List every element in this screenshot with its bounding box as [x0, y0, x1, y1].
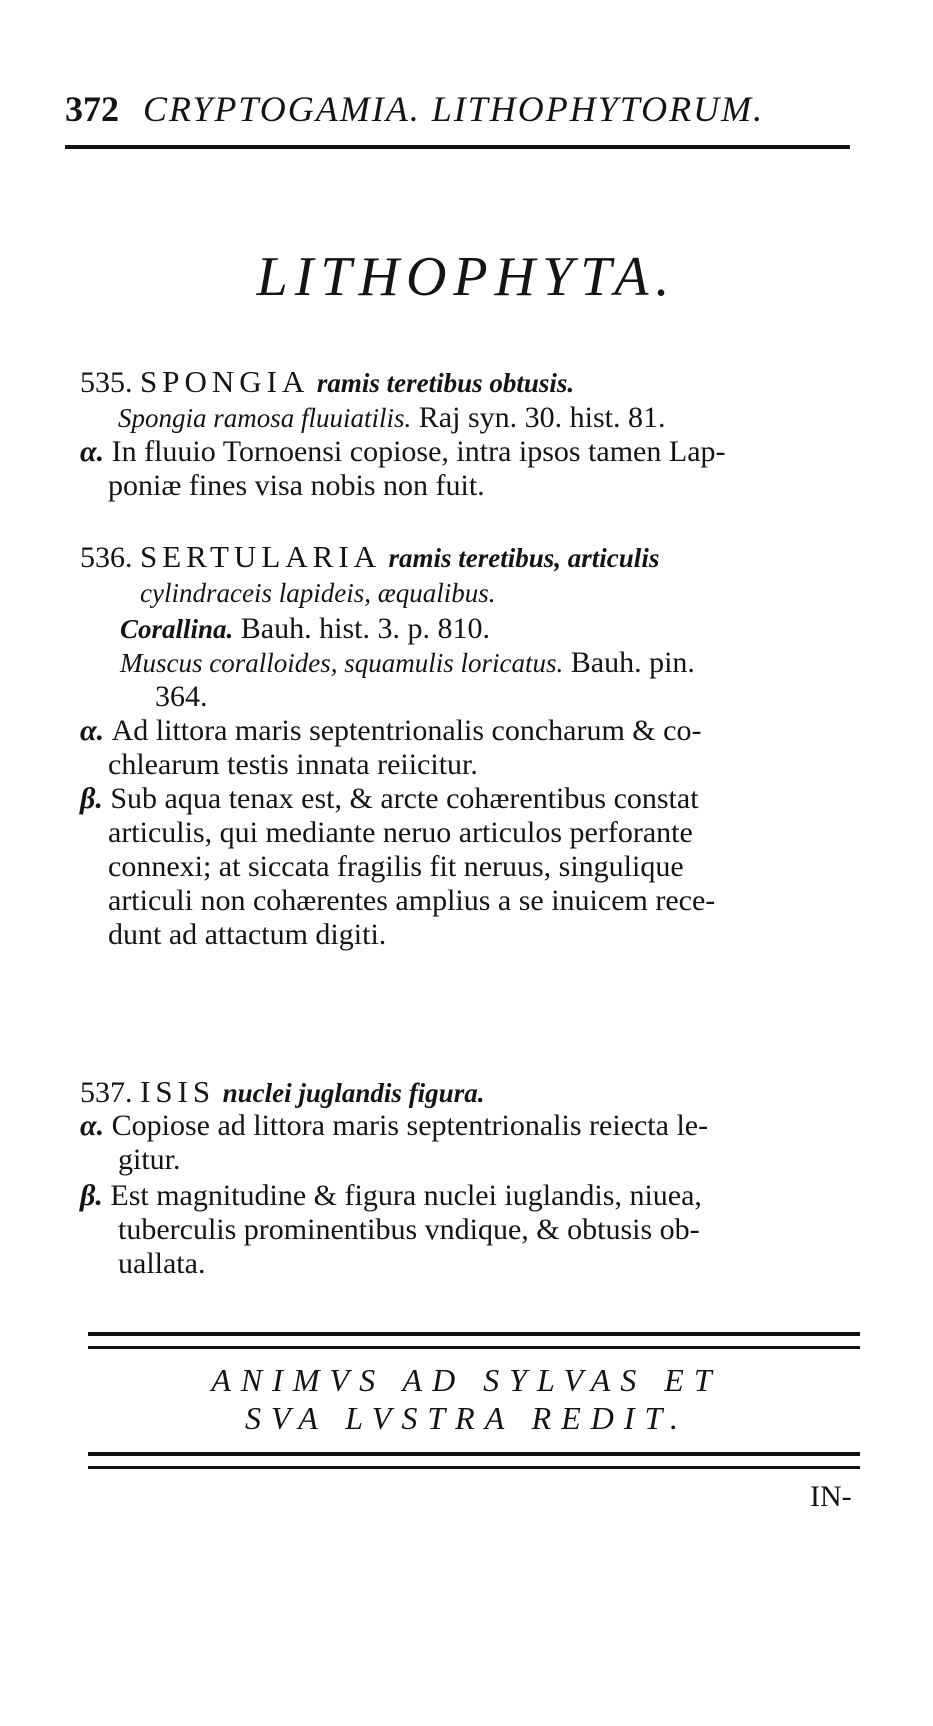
ornament-rule: [88, 1332, 860, 1336]
observation-line: β. Est magnitudine & figura nuclei iuglandis, niuea,: [80, 1179, 702, 1212]
observation-line: uallata.: [118, 1247, 206, 1280]
ornament-rule: [88, 1346, 860, 1349]
observation-line: chlearum testis innata reiicitur.: [108, 748, 478, 781]
running-header: [65, 80, 865, 140]
catchword: IN-: [810, 1480, 852, 1513]
synonym-line: Muscus coralloides, squamulis loricatus. Bauh. pin.: [120, 646, 695, 679]
header-rule: [65, 145, 850, 149]
running-title: CRYPTOGAMIA. LITHOPHYTORUM.: [143, 89, 765, 129]
diagnosis-continued: cylindraceis lapideis, æqualibus.: [140, 578, 496, 608]
observation-line: articuli non cohærentes amplius a se inuicem rece-: [108, 884, 716, 917]
ornament-rule: [88, 1452, 860, 1456]
observation-line: poniæ fines visa nobis non fuit.: [108, 469, 485, 502]
observation-line: α. In fluuio Tornoensi copiose, intra ipsos tamen Lap-: [80, 435, 726, 468]
genus-name: ISIS: [140, 1074, 216, 1109]
observation-line: tuberculis prominentibus vndique, & obtusis ob-: [118, 1213, 700, 1246]
motto-line-2: SVA LVSTRA REDIT.: [245, 1400, 688, 1436]
observation-line: β. Sub aqua tenax est, & arcte cohærentibus constat: [80, 782, 699, 815]
observation-line: α. Copiose ad littora maris septentrionalis reiecta le-: [80, 1109, 709, 1142]
genus-name: SERTULARIA: [140, 539, 382, 574]
diagnosis: ramis teretibus, articulis: [388, 543, 660, 573]
section-title: LITHOPHYTA.: [256, 246, 677, 308]
diagnosis: nuclei juglandis figura.: [222, 1078, 485, 1108]
synonym-line: 364.: [155, 680, 208, 713]
entry-heading: 536. SERTULARIA ramis teretibus, articulis: [80, 539, 660, 574]
genus-name: SPONGIA: [140, 364, 310, 399]
diagnosis: ramis teretibus obtusis.: [316, 368, 575, 398]
observation-line: dunt ad attactum digiti.: [108, 918, 387, 951]
synonym-line: Spongia ramosa fluuiatilis. Raj syn. 30. hist. 81.: [118, 401, 666, 434]
observation-line: α. Ad littora maris septentrionalis concharum & co-: [80, 714, 702, 747]
observation-line: gitur.: [118, 1143, 181, 1176]
entry-heading: 535. SPONGIA ramis teretibus obtusis.: [80, 364, 575, 399]
observation-line: articulis, qui mediante neruo articulos perforante: [108, 816, 693, 849]
synonym-line: Corallina. Bauh. hist. 3. p. 810.: [120, 612, 490, 645]
entry-heading: 537. ISIS nuclei juglandis figura.: [80, 1074, 485, 1109]
motto-line-1: ANIMVS AD SYLVAS ET: [211, 1362, 722, 1398]
page-number: 372: [65, 89, 119, 129]
ornament-rule: [88, 1466, 860, 1469]
observation-line: connexi; at siccata fragilis fit neruus, singulique: [108, 850, 684, 883]
